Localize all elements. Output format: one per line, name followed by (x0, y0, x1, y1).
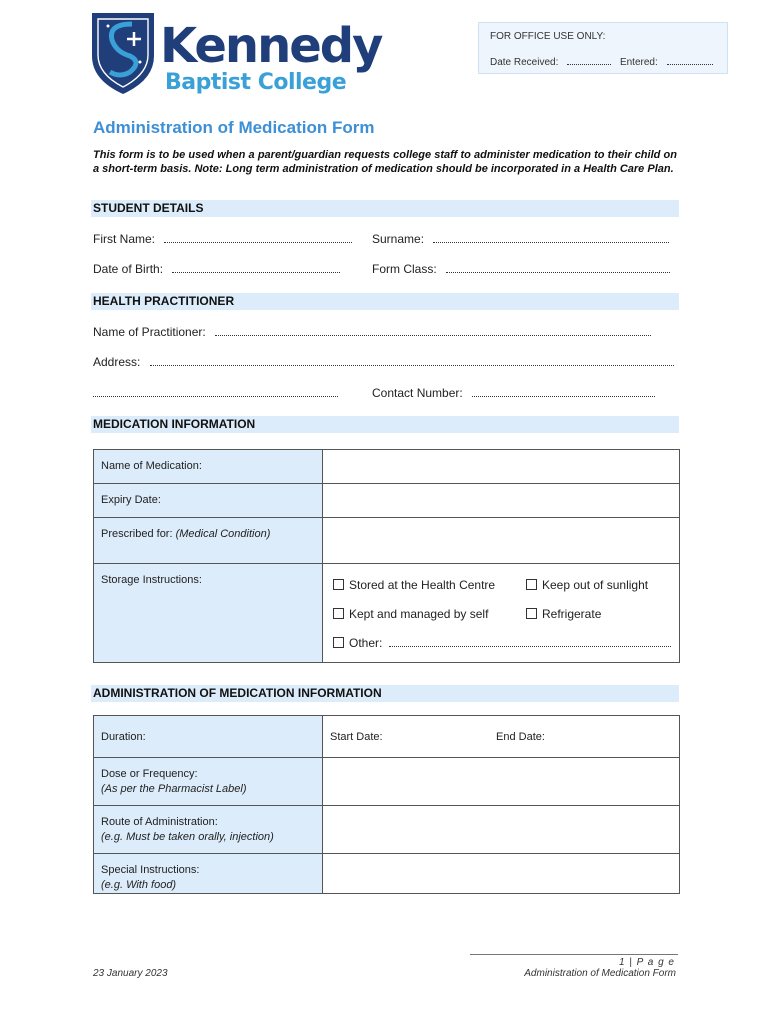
surname-label: Surname: (372, 232, 425, 246)
route-cell[interactable] (323, 806, 680, 854)
form-class-field[interactable] (446, 264, 670, 273)
medication-name-label: Name of Medication: (94, 450, 323, 484)
office-use-fields (490, 56, 713, 68)
end-date-label: End Date: (496, 731, 545, 743)
special-instructions-cell[interactable] (323, 854, 680, 894)
special-instructions-label: Special Instructions: (e.g. With food) (94, 854, 323, 894)
logo-name: Kennedy (160, 18, 382, 74)
storage-instructions-label: Storage Instructions: (94, 564, 323, 663)
logo-subname: Baptist College (165, 70, 347, 95)
dob-label: Date of Birth: (93, 262, 164, 276)
form-class-label: Form Class: (372, 262, 437, 276)
address-line-2-field[interactable] (93, 388, 338, 397)
section-administration-information: ADMINISTRATION OF MEDICATION INFORMATION (91, 685, 679, 702)
expiry-date-cell[interactable] (323, 484, 680, 518)
prescribed-for-label: Prescribed for: (Medical Condition) (94, 518, 323, 564)
page-title: Administration of Medication Form (93, 118, 375, 137)
address-line-2-row (93, 386, 338, 400)
checkbox-health-centre[interactable] (333, 579, 344, 590)
contact-number-label: Contact Number: (372, 386, 463, 400)
first-name-label: First Name: (93, 232, 156, 246)
expiry-date-label: Expiry Date: (94, 484, 323, 518)
intro-text: This form is to be used when a parent/guardian requests college staff to administer medication to their child on a short-term basis. Note: Long term administration of medication should be incorporated in a Health Care Plan. (93, 149, 677, 175)
college-logo (90, 10, 380, 100)
table-row (94, 758, 680, 806)
college-crest-icon (90, 10, 156, 96)
practitioner-name-label: Name of Practitioner: (93, 325, 206, 339)
address-row (93, 355, 674, 369)
practitioner-name-row (93, 325, 651, 339)
footer-date: 23 January 2023 (93, 968, 168, 979)
table-row (94, 854, 680, 894)
first-name-field[interactable] (164, 234, 352, 243)
prescribed-for-cell[interactable] (323, 518, 680, 564)
surname-row (372, 232, 669, 246)
option-other[interactable]: Other: (333, 636, 671, 650)
option-health-centre[interactable]: Stored at the Health Centre (333, 578, 495, 592)
entered-label: Entered: (619, 57, 658, 68)
date-received-field[interactable] (567, 56, 611, 65)
address-label: Address: (93, 355, 141, 369)
section-student-details: STUDENT DETAILS (91, 200, 679, 217)
office-use-title: FOR OFFICE USE ONLY: (490, 31, 606, 42)
page-number: 1 | P a g e (618, 957, 675, 968)
checkbox-other[interactable] (333, 637, 344, 648)
contact-number-field[interactable] (472, 388, 655, 397)
table-row (94, 484, 680, 518)
checkbox-sunlight[interactable] (526, 579, 537, 590)
section-health-practitioner: HEALTH PRACTITIONER (91, 293, 679, 310)
practitioner-name-field[interactable] (215, 327, 651, 336)
first-name-row (93, 232, 352, 246)
checkbox-self-managed[interactable] (333, 608, 344, 619)
dob-field[interactable] (172, 264, 340, 273)
table-row (94, 716, 680, 758)
footer-divider (470, 954, 678, 955)
duration-label: Duration: (94, 716, 323, 758)
dose-frequency-label: Dose or Frequency: (As per the Pharmacist Label) (94, 758, 323, 806)
duration-cell[interactable] (323, 716, 680, 758)
dob-row (93, 262, 340, 276)
start-date-label: Start Date: (330, 731, 383, 743)
form-class-row (372, 262, 670, 276)
option-self-managed[interactable]: Kept and managed by self (333, 607, 488, 621)
route-label: Route of Administration: (e.g. Must be taken orally, injection) (94, 806, 323, 854)
option-sunlight[interactable]: Keep out of sunlight (526, 578, 648, 592)
entered-field[interactable] (667, 56, 713, 65)
other-field[interactable] (389, 638, 671, 647)
medication-name-cell[interactable] (323, 450, 680, 484)
date-received-label: Date Received: (490, 57, 559, 68)
contact-number-row (372, 386, 655, 400)
surname-field[interactable] (433, 234, 669, 243)
address-field[interactable] (150, 357, 674, 366)
dose-frequency-cell[interactable] (323, 758, 680, 806)
option-refrigerate[interactable]: Refrigerate (526, 607, 601, 621)
checkbox-refrigerate[interactable] (526, 608, 537, 619)
section-medication-information: MEDICATION INFORMATION (91, 416, 679, 433)
footer-doc-title: Administration of Medication Form (524, 968, 676, 979)
office-use-box (478, 22, 728, 74)
table-row (94, 806, 680, 854)
table-row (94, 450, 680, 484)
administration-table (93, 715, 680, 894)
table-row (94, 518, 680, 564)
medication-table (93, 449, 680, 663)
